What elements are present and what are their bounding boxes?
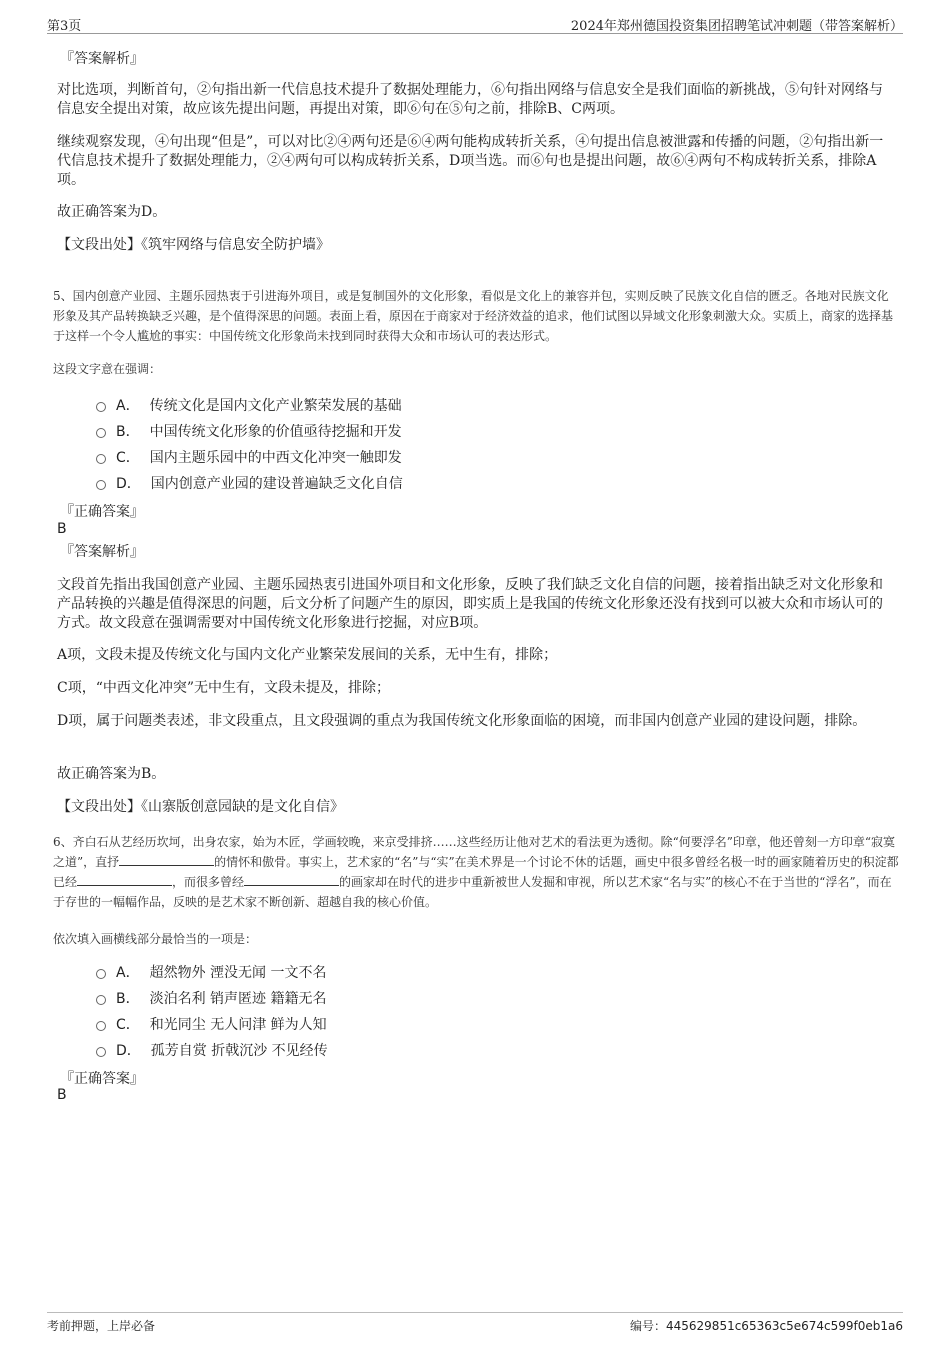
option-text: 国内主题乐园中的中西文化冲突一触即发 <box>149 450 402 466</box>
question-5-text: 5、国内创意产业园、主题乐园热衷于引进海外项目，或是复制国外的文化形象，看似是文化上的兼容并包，实则反映了民族文化自信的匮乏。各地对民族文化形象及其产品转换缺乏兴趣，是个值得深思的问题。表面上看，原因在于商家对于经济效益的追求，他们试图以异域文化形象刺激大众。实质上，商家的选择基于这样一个令人尴尬的事实：中国传统文化形象尚未找到同时获得大众和市场认可的表达形式。 <box>53 289 894 343</box>
q4-analysis-paragraph: 对比选项，判断首句，②句指出新一代信息技术提升了数据处理能力，⑥句指出网络与信息安全是我们面临的新挑战，⑤句针对网络与信息安全提出对策，故应该先提出问题，再提出对策，即⑥句在⑤句之前，排除B、C两项。 <box>57 82 883 117</box>
fill-blank-3 <box>244 874 339 886</box>
q5-answer-label: 『正确答案』 <box>60 504 144 520</box>
page-footer <box>47 1312 903 1338</box>
radio-icon[interactable] <box>96 969 106 979</box>
radio-icon[interactable] <box>96 995 106 1005</box>
option-text: 中国传统文化形象的价值亟待挖掘和开发 <box>149 424 402 440</box>
option-text: 和光同尘 无人问津 鲜为人知 <box>149 1017 327 1033</box>
q6-text-segment: 的画家却在时代的进步中重新被世人发掘和审视，所以艺术家“名与实”的核心不在于当世的“浮名”，而在于存世的一幅幅作品，反映的是艺术家不断创新、超越自我的核心价值。 <box>53 875 892 909</box>
q5-analysis-label: 『答案解析』 <box>60 544 144 560</box>
question-6-text <box>53 832 900 912</box>
question-5-prompt: 这段文字意在强调： <box>53 362 162 376</box>
q5-option-a[interactable] <box>96 395 402 415</box>
document-code <box>630 1317 903 1334</box>
q6-option-b[interactable] <box>96 988 327 1008</box>
question-6-prompt: 依次填入画横线部分最恰当的一项是： <box>53 932 258 946</box>
option-text: 淡泊名利 销声匿迹 籍籍无名 <box>149 991 327 1007</box>
option-text: 传统文化是国内文化产业繁荣发展的基础 <box>149 398 402 414</box>
footer-slogan: 考前押题，上岸必备 <box>47 1319 156 1333</box>
q6-option-a[interactable] <box>96 962 326 982</box>
q5-conclusion: 故正确答案为B。 <box>57 766 166 782</box>
q6-answer-label: 『正确答案』 <box>60 1071 144 1087</box>
radio-icon[interactable] <box>96 402 106 412</box>
option-letter: B． <box>116 991 140 1007</box>
option-letter: D． <box>116 1043 141 1059</box>
option-text: 孤芳自赏 折戟沉沙 不见经传 <box>150 1043 328 1059</box>
q5-analysis-paragraph: 文段首先指出我国创意产业园、主题乐园热衷引进国外项目和文化形象，反映了我们缺乏文化自信的问题，接着指出缺乏对文化形象和产品转换的兴趣是值得深思的问题，后文分析了问题产生的原因，即实质上是我国的传统文化形象还没有找到可以被大众和市场认可的方式。故文段意在强调需要对中国传统文化形象进行挖掘，对应B项。 <box>57 577 883 631</box>
option-letter: D． <box>116 476 141 492</box>
q6-text-segment: ，而很多曾经 <box>172 875 245 889</box>
option-text: 国内创意产业园的建设普遍缺乏文化自信 <box>150 476 403 492</box>
option-letter: A． <box>116 398 140 414</box>
page-header <box>47 12 903 34</box>
q4-conclusion: 故正确答案为D。 <box>57 204 167 220</box>
option-text: 超然物外 湮没无闻 一文不名 <box>149 965 327 981</box>
q5-analysis-paragraph: D项，属于问题类表述，非文段重点，且文段强调的重点为我国传统文化形象面临的困境，而非国内创意产业园的建设问题，排除。 <box>57 713 867 729</box>
page-number: 第3页 <box>47 19 82 34</box>
q4-source: 【文段出处】《筑牢网络与信息安全防护墙》 <box>57 237 330 253</box>
q5-source: 【文段出处】《山寨版创意园缺的是文化自信》 <box>57 799 344 815</box>
option-letter: A． <box>116 965 140 981</box>
code-value: 445629851c65363c5e674c599f0eb1a6 <box>666 1319 903 1333</box>
q5-analysis-paragraph: C项，“中西文化冲突”无中生有，文段未提及，排除； <box>57 680 391 696</box>
radio-icon[interactable] <box>96 1021 106 1031</box>
q5-option-b[interactable] <box>96 421 402 441</box>
radio-icon[interactable] <box>96 428 106 438</box>
q4-analysis-paragraph: 继续观察发现，④句出现“但是”，可以对比②④两句还是⑥④两句能构成转折关系，④句提出信息被泄露和传播的问题，②句指出新一代信息技术提升了数据处理能力，②④两句可以构成转折关系，D项当选。而⑥句也是提出问题，故⑥④两句不构成转折关系，排除A项。 <box>57 134 884 188</box>
q6-text-segment: 的情怀和傲骨。事实上，艺术家的“名”与“实”在美术界是一个讨论不休的话题，画史中很多曾经名极一时的画家随着历史的积淀都已经 <box>53 855 899 889</box>
q6-option-c[interactable] <box>96 1014 327 1034</box>
q5-option-c[interactable] <box>96 447 402 467</box>
code-label: 编号： <box>629 1319 666 1333</box>
option-letter: C． <box>116 450 140 466</box>
q6-option-d[interactable] <box>96 1040 328 1060</box>
q4-analysis-label: 『答案解析』 <box>60 51 144 67</box>
q6-answer-value: B <box>57 1087 67 1103</box>
document-title: 2024年郑州德国投资集团招聘笔试冲刺题（带答案解析） <box>570 19 903 34</box>
option-letter: B． <box>116 424 140 440</box>
q5-option-d[interactable] <box>96 473 403 493</box>
option-letter: C． <box>116 1017 140 1033</box>
fill-blank-2 <box>77 874 172 886</box>
radio-icon[interactable] <box>96 480 106 490</box>
q5-answer-value: B <box>57 521 67 537</box>
fill-blank-1 <box>119 854 214 866</box>
radio-icon[interactable] <box>96 454 106 464</box>
q5-analysis-paragraph: A项，文段未提及传统文化与国内文化产业繁荣发展间的关系，无中生有，排除； <box>57 647 558 663</box>
q6-text-segment: 6、齐白石从艺经历坎坷，出身农家，始为木匠，学画较晚，来京受排挤……这些经历让他对艺术的看法更为透彻。除“何要浮名”印章，他还曾刻一方印章“寂寞之道”，直抒 <box>53 835 896 869</box>
radio-icon[interactable] <box>96 1047 106 1057</box>
